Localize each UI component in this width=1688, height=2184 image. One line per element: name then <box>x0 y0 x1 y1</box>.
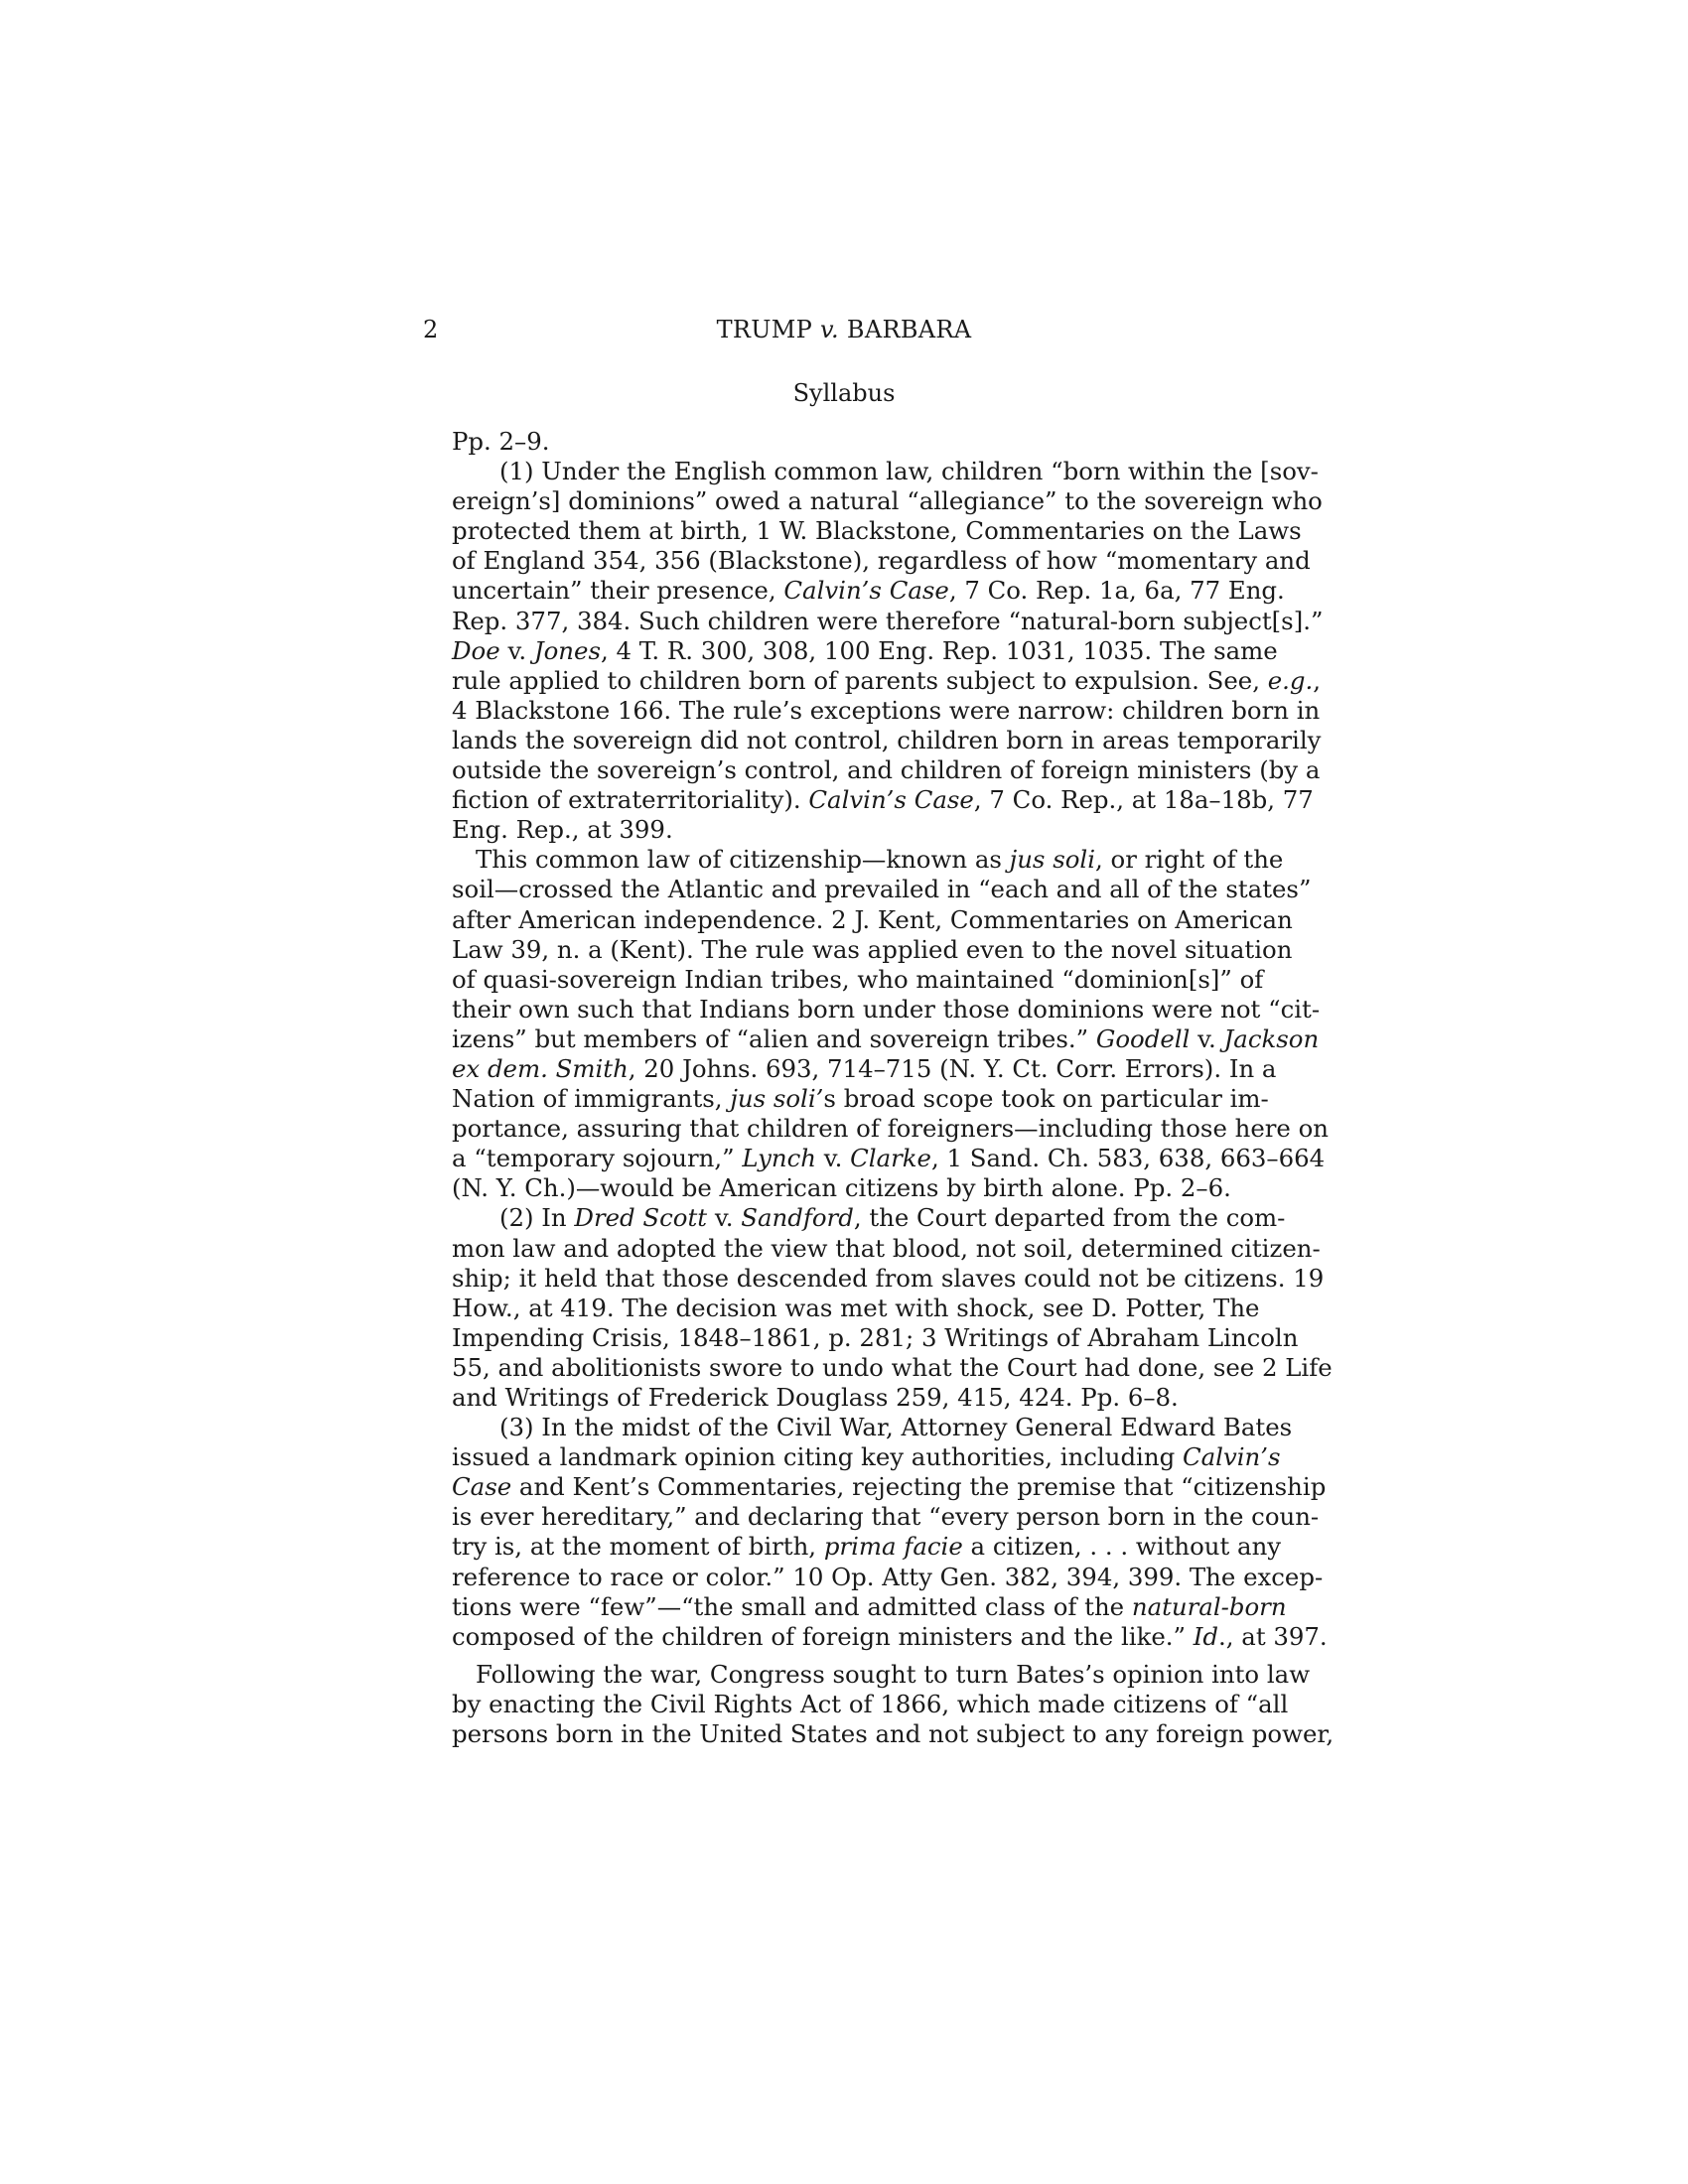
text-line <box>452 1144 1326 1173</box>
italic-span: Calvin’s <box>1182 1442 1281 1472</box>
italic-span: jus soli’ <box>730 1084 824 1114</box>
text-line <box>452 1024 1320 1054</box>
text-span: composed of the children of foreign ministers and the like.” <box>452 1621 1194 1651</box>
text-line: is ever hereditary,” and declaring that “every person born in the coun- <box>452 1502 1320 1532</box>
text-line <box>452 1203 1286 1233</box>
text-span: try is, at the moment of birth, <box>452 1532 824 1562</box>
italic-span: Sandford <box>741 1203 854 1233</box>
text-line: soil—crossed the Atlantic and prevailed in “each and all of the states” <box>452 875 1312 904</box>
page-number: 2 <box>423 316 439 343</box>
text-line: Impending Crisis, 1848–1861, p. 281; 3 Writings of Abraham Lincoln <box>452 1322 1299 1352</box>
text-span: v. <box>815 1144 851 1173</box>
text-span: , the Court departed from the com- <box>853 1203 1286 1233</box>
text-line: Eng. Rep., at 399. <box>452 815 673 845</box>
text-span: , or right of the <box>1095 845 1284 875</box>
text-span: , <box>1313 665 1322 695</box>
text-line <box>452 1532 1282 1562</box>
text-line <box>452 1053 1277 1084</box>
text-span: , 4 T. R. 300, 308, 100 Eng. Rep. 1031, 1035. The same <box>600 635 1278 665</box>
text-line <box>452 576 1285 606</box>
text-span: tions were “few”—“the small and admitted class of the <box>452 1591 1132 1621</box>
text-span: , 7 Co. Rep., at 18a–18b, 77 <box>973 785 1314 815</box>
italic-span: Lynch <box>742 1144 816 1173</box>
text-line: portance, assuring that children of foreigners—including those here on <box>452 1114 1330 1144</box>
text-span: izens” but members of “alien and sovereign tribes.” <box>452 1024 1096 1053</box>
text-span: Nation of immigrants, <box>452 1084 731 1114</box>
text-line: and Writings of Frederick Douglass 259, 415, 424. Pp. 6–8. <box>452 1383 1179 1412</box>
text-line <box>452 1591 1287 1622</box>
text-span: uncertain” their presence, <box>452 576 784 606</box>
text-line: after American independence. 2 J. Kent, Commentaries on American <box>452 904 1293 934</box>
syllabus-body <box>452 427 1335 1749</box>
italic-span: jus soli <box>1009 845 1096 875</box>
text-span: , 20 Johns. 693, 714–715 (N. Y. Ct. Corr. Errors). In a <box>628 1053 1277 1083</box>
italic-span: Case <box>452 1472 512 1502</box>
text-line: Following the war, Congress sought to turn Bates’s opinion into law <box>476 1659 1311 1689</box>
italic-span: e.g. <box>1267 665 1314 695</box>
italic-span: Calvin’s Case <box>808 785 974 815</box>
text-line <box>452 785 1314 815</box>
text-line: Law 39, n. a (Kent). The rule was applied even to the novel situation <box>452 934 1293 964</box>
text-span: fiction of extraterritoriality). <box>452 785 809 815</box>
text-span: , 7 Co. Rep. 1a, 6a, 77 Eng. <box>948 576 1285 606</box>
text-line: outside the sovereign’s control, and children of foreign ministers (by a <box>452 755 1321 785</box>
italic-span: Jackson <box>1223 1024 1320 1053</box>
text-line: reference to race or color.” 10 Op. Atty Gen. 382, 394, 399. The excep- <box>452 1562 1324 1591</box>
italic-span: Dred Scott <box>574 1203 708 1233</box>
italic-span: Goodell <box>1095 1024 1191 1053</box>
text-span: v. <box>707 1203 742 1233</box>
text-line: ereign’s] dominions” owed a natural “allegiance” to the sovereign who <box>452 486 1323 516</box>
italic-span: ex dem. Smith <box>452 1053 629 1083</box>
text-line: their own such that Indians born under those dominions were not “cit- <box>452 994 1321 1024</box>
text-span: ., at 397. <box>1218 1621 1328 1651</box>
text-line: of quasi-sovereign Indian tribes, who maintained “dominion[s]” of <box>452 964 1264 994</box>
text-line: mon law and adopted the view that blood, not soil, determined citizen- <box>452 1233 1321 1263</box>
text-span: v. <box>1190 1024 1224 1053</box>
italic-span: Id <box>1193 1621 1219 1651</box>
text-span: issued a landmark opinion citing key authorities, including <box>452 1442 1183 1472</box>
text-line: (3) In the midst of the Civil War, Attorney General Edward Bates <box>499 1413 1293 1442</box>
running-head-suffix: BARBARA <box>838 316 972 343</box>
text-line: (1) Under the English common law, children “born within the [sov- <box>499 457 1319 486</box>
text-line: Rep. 377, 384. Such children were therefore “natural-born subject[s].” <box>452 606 1324 635</box>
text-span: , 1 Sand. Ch. 583, 638, 663–664 <box>931 1144 1326 1173</box>
text-line <box>452 1621 1328 1652</box>
italic-span: Calvin’s Case <box>783 576 949 606</box>
text-span: a citizen, . . . without any <box>962 1532 1282 1562</box>
text-span: rule applied to children born of parents subject to expulsion. See, <box>452 665 1268 695</box>
text-line <box>452 1084 1269 1114</box>
text-span: s broad scope took on particular im- <box>823 1084 1269 1114</box>
text-line: How., at 419. The decision was met with shock, see D. Potter, The <box>452 1293 1260 1322</box>
text-line: of England 354, 356 (Blackstone), regardless of how “momentary and <box>452 546 1311 576</box>
text-span: a “temporary sojourn,” <box>452 1144 743 1173</box>
italic-span: Jones <box>533 635 601 665</box>
italic-span: natural-born <box>1131 1591 1287 1621</box>
text-span: (2) In <box>499 1203 575 1233</box>
text-line <box>452 665 1322 696</box>
italic-span: prima facie <box>823 1532 963 1562</box>
text-line <box>452 1472 1327 1502</box>
text-span: v. <box>499 635 534 665</box>
italic-span: Doe <box>452 635 500 665</box>
text-line <box>452 635 1278 666</box>
text-line: by enacting the Civil Rights Act of 1866, which made citizens of “all <box>452 1689 1289 1718</box>
text-line: Pp. 2–9. <box>452 427 550 456</box>
section-label: Syllabus <box>792 379 896 407</box>
text-line: ship; it held that those descended from slaves could not be citizens. 19 <box>452 1263 1325 1293</box>
text-line <box>452 845 1284 875</box>
italic-span: Clarke <box>850 1144 931 1173</box>
running-head-versus: v. <box>820 316 839 343</box>
text-span: This common law of citizenship—known as <box>476 845 1010 875</box>
text-line: 4 Blackstone 166. The rule’s exceptions were narrow: children born in <box>452 695 1321 725</box>
text-line: protected them at birth, 1 W. Blackstone, Commentaries on the Laws <box>452 516 1302 546</box>
text-line: (N. Y. Ch.)—would be American citizens by birth alone. Pp. 2–6. <box>452 1173 1231 1203</box>
text-span: and Kent’s Commentaries, rejecting the premise that “citizenship <box>511 1472 1327 1502</box>
text-line <box>452 1442 1281 1472</box>
text-line: lands the sovereign did not control, children born in areas temporarily <box>452 725 1322 754</box>
text-line: persons born in the United States and not subject to any foreign power, <box>452 1719 1335 1749</box>
text-line: 55, and abolitionists swore to undo what the Court had done, see 2 Life <box>452 1352 1333 1382</box>
running-head <box>496 316 1192 343</box>
running-head-prefix: TRUMP <box>716 316 821 343</box>
